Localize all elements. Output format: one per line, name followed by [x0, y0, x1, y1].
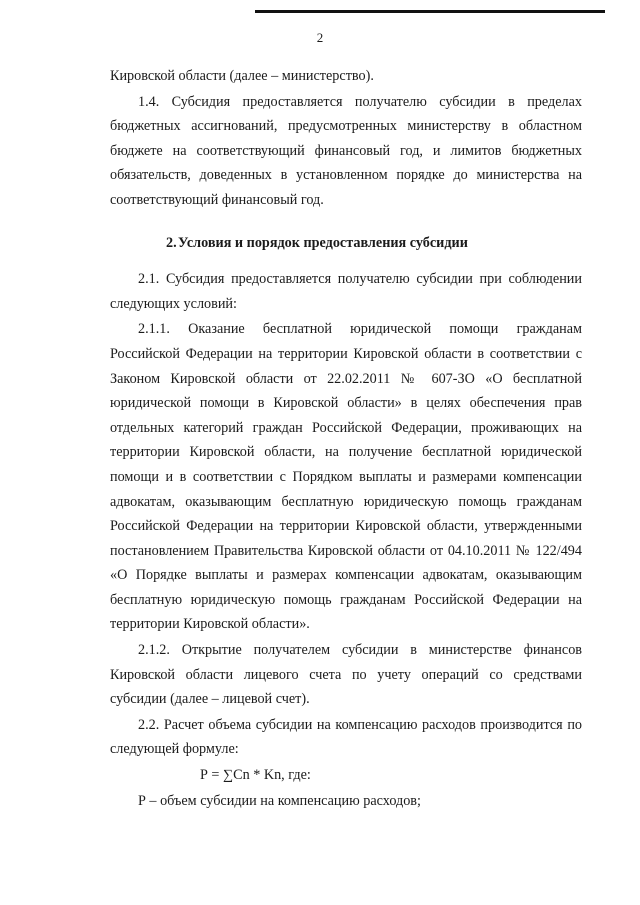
top-rule	[255, 10, 605, 13]
paragraph-2-2: 2.2. Расчет объема субсидии на компенсацию расходов производится по следующей формуле:	[110, 716, 582, 758]
page-number: 2	[316, 30, 324, 45]
paragraph-continuation: Кировской области (далее – министерство).	[110, 68, 374, 84]
paragraph-2-1: 2.1. Субсидия предоставляется получателю субсидии при соблюдении следующих условий:	[110, 271, 582, 312]
section-title: Условия и порядок предоставления субсидии	[178, 234, 468, 251]
paragraph-definition-p: Р – объем субсидии на компенсацию расходов;	[138, 792, 421, 809]
paragraph-1-4: 1.4. Субсидия предоставляется получателю субсидии в пределах бюджетных ассигнований, предусмотренных министерству в областном бюджете на соответствующий финансовый год, и лимитов бюджетных обязательств, доведенных в установленном порядке до министерства на соответствующий финансовый год.	[110, 93, 582, 208]
paragraph-2-1-1: 2.1.1. Оказание бесплатной юридической помощи гражданам Российской Федерации на территории Кировской области в соответствии с Законом Кировской области от 22.02.2011 № 607-ЗО «О бесплатной юридической помощи в Кировской области» в целях обеспечения прав отдельных категорий граждан Российской Федерации, проживающих на территории Кировской области, на получение бесплатной юридической помощи и в соответствии с Порядком выплаты и размерами компенсации адвокатам, оказывающим бесплатную юридическую помощь гражданам Российской Федерации на территории Кировской области, утвержденными постановлением Правительства Кировской области от 04.10.2011 № 122/494 «О Порядке выплаты и размерах компенсации адвокатам, оказывающим бесплатную юридическую помощь гражданам Российской Федерации на территории Кировской области».	[110, 321, 582, 633]
formula: Р = ∑Cn * Kn, где:	[200, 767, 311, 784]
section-heading	[110, 231, 582, 256]
paragraph-2-1-2: 2.1.2. Открытие получателем субсидии в министерстве финансов Кировской области лицевого счета по учету операций со средствами субсидии (далее – лицевой счет).	[110, 642, 582, 708]
section-number: 2.	[166, 234, 177, 251]
document-body	[110, 64, 582, 813]
